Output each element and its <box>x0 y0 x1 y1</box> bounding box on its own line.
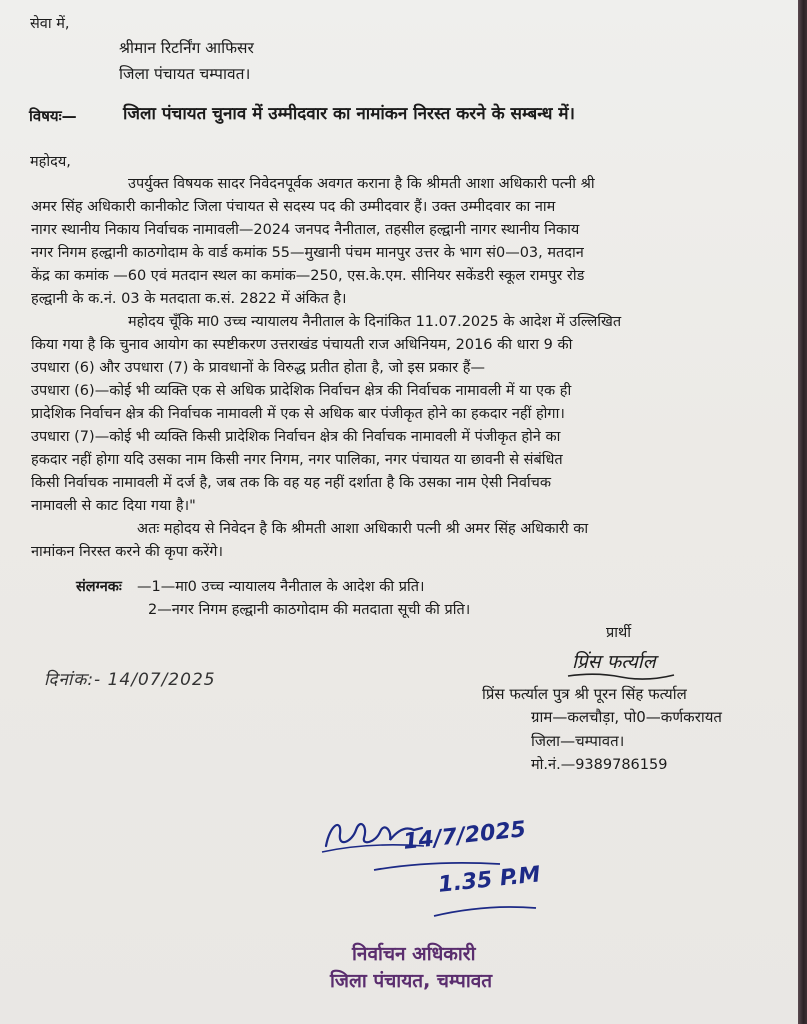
officer-stamp-line-2: जिला पंचायत, चम्पावत <box>330 970 493 992</box>
paragraph-2-line: नामावली से काट दिया गया है।" <box>31 498 196 514</box>
paragraph-3-line: अतः महोदय से निवेदन है कि श्रीमती आशा अधिकारी पत्नी श्री अमर सिंह अधिकारी का <box>137 521 589 537</box>
attachment-item-2: 2—नगर निगम हल्द्वानी काठगोदाम की मतदाता सूची की प्रति। <box>148 602 471 618</box>
paragraph-1-line: हल्द्वानी के क.नं. 03 के मतदाता क.सं. 2822 में अंकित है। <box>31 291 347 307</box>
attachment-item-1: —1—मा0 उच्च न्यायालय नैनीताल के आदेश की प्रति। <box>137 579 425 595</box>
background-edge <box>798 0 807 1024</box>
paragraph-2-line: किसी निर्वाचक नामावली में दर्ज है, जब तक कि वह यह नहीं दर्शाता है कि उसका नाम ऐसी निर्वाचक <box>31 475 551 491</box>
addressee-salutation: सेवा में, <box>30 16 70 32</box>
paragraph-2-line: हकदार नहीं होगा यदि उसका नाम किसी नगर निगम, नगर पालिका, नगर पंचायत या छावनी से संबंधित <box>31 452 563 468</box>
paragraph-1-line: अमर सिंह अधिकारी कानीकोट जिला पंचायत से सदस्य पद की उम्मीदवार हैं। उक्त उम्मीदवार का नाम <box>31 199 556 215</box>
subject-label: विषयः— <box>29 107 77 125</box>
paragraph-3-line: नामांकन निरस्त करने की कृपा करेंगे। <box>31 544 223 560</box>
paragraph-1-line: उपर्युक्त विषयक सादर निवेदनपूर्वक अवगत कराना है कि श्रीमती आशा अधिकारी पत्नी श्री <box>128 176 595 192</box>
paragraph-2-line: महोदय चूँकि मा0 उच्च न्यायालय नैनीताल के दिनांकित 11.07.2025 के आदेश में उल्लिखित <box>128 314 622 330</box>
applicant-signature-underline <box>566 670 676 682</box>
paragraph-1-line: केंद्र का कमांक —60 एवं मतदान स्थल का कमांक—250, एस.के.एम. सीनियर सकेंडरी स्कूल रामपुर रोड <box>31 268 585 284</box>
applicant-name: प्रिंस फर्त्याल पुत्र श्री पूरन सिंह फर्त्याल <box>482 685 687 703</box>
attachments-label: संलग्नकः <box>76 579 122 595</box>
paragraph-2-line: उपधारा (6) और उपधारा (7) के प्रावधानों के विरुद्ध प्रतीत होता है, जो इस प्रकार हैं— <box>31 360 485 376</box>
applicant-district: जिला—चम्पावत। <box>531 732 625 750</box>
addressee-line-1: श्रीमान रिटर्निंग आफिसर <box>119 39 254 57</box>
greeting: महोदय, <box>30 154 71 170</box>
paragraph-2-line: उपधारा (6)—कोई भी व्यक्ति एक से अधिक प्रादेशिक निर्वाचन क्षेत्र की निर्वाचक नामावली में या एक ही <box>31 383 572 399</box>
paragraph-1-line: नगर निगम हल्द्वानी काठगोदाम के वार्ड कमांक 55—मुखानी पंचम मानपुर उत्तर के भाग सं0—03, मतदान <box>31 245 584 261</box>
handwritten-date: दिनांक:- 14/07/2025 <box>44 670 216 690</box>
paragraph-2-line: प्रादेशिक निर्वाचन क्षेत्र की निर्वाचक नामावली में एक से अधिक बार पंजीकृत होने का हकदार नहीं होगा। <box>31 406 565 422</box>
paragraph-2-line: उपधारा (7)—कोई भी व्यक्ति किसी प्रादेशिक निर्वाचन क्षेत्र की निर्वाचक नामावली में पंजीकृत होने का <box>31 429 561 445</box>
applicant-mobile: मो.नं.—9389786159 <box>531 757 668 773</box>
paragraph-2-line: किया गया है कि चुनाव आयोग का स्पष्टीकरण उत्तराखंड पंचायती राज अधिनियम, 2016 की धारा 9 की <box>31 337 573 353</box>
subject-text: जिला पंचायत चुनाव में उम्मीदवार का नामांकन निरस्त करने के सम्बन्ध में। <box>123 104 575 124</box>
applicant-label: प्रार्थी <box>606 625 632 641</box>
receipt-time: 1.35 P.M <box>437 862 542 898</box>
applicant-village: ग्राम—कलचौड़ा, पो0—कर्णकरायत <box>531 708 722 726</box>
paragraph-1-line: नागर स्थानीय निकाय निर्वाचक नामावली—2024 जनपद नैनीताल, तहसील हल्द्वानी नागर स्थानीय निकाय <box>31 222 580 238</box>
officer-stamp-line-1: निर्वाचन अधिकारी <box>352 943 476 965</box>
applicant-signature: प्रिंस फर्त्याल <box>572 651 656 673</box>
addressee-line-2: जिला पंचायत चम्पावत। <box>119 65 251 83</box>
receipt-date: 14/7/2025 <box>402 817 528 855</box>
receipt-time-underline <box>430 900 540 920</box>
